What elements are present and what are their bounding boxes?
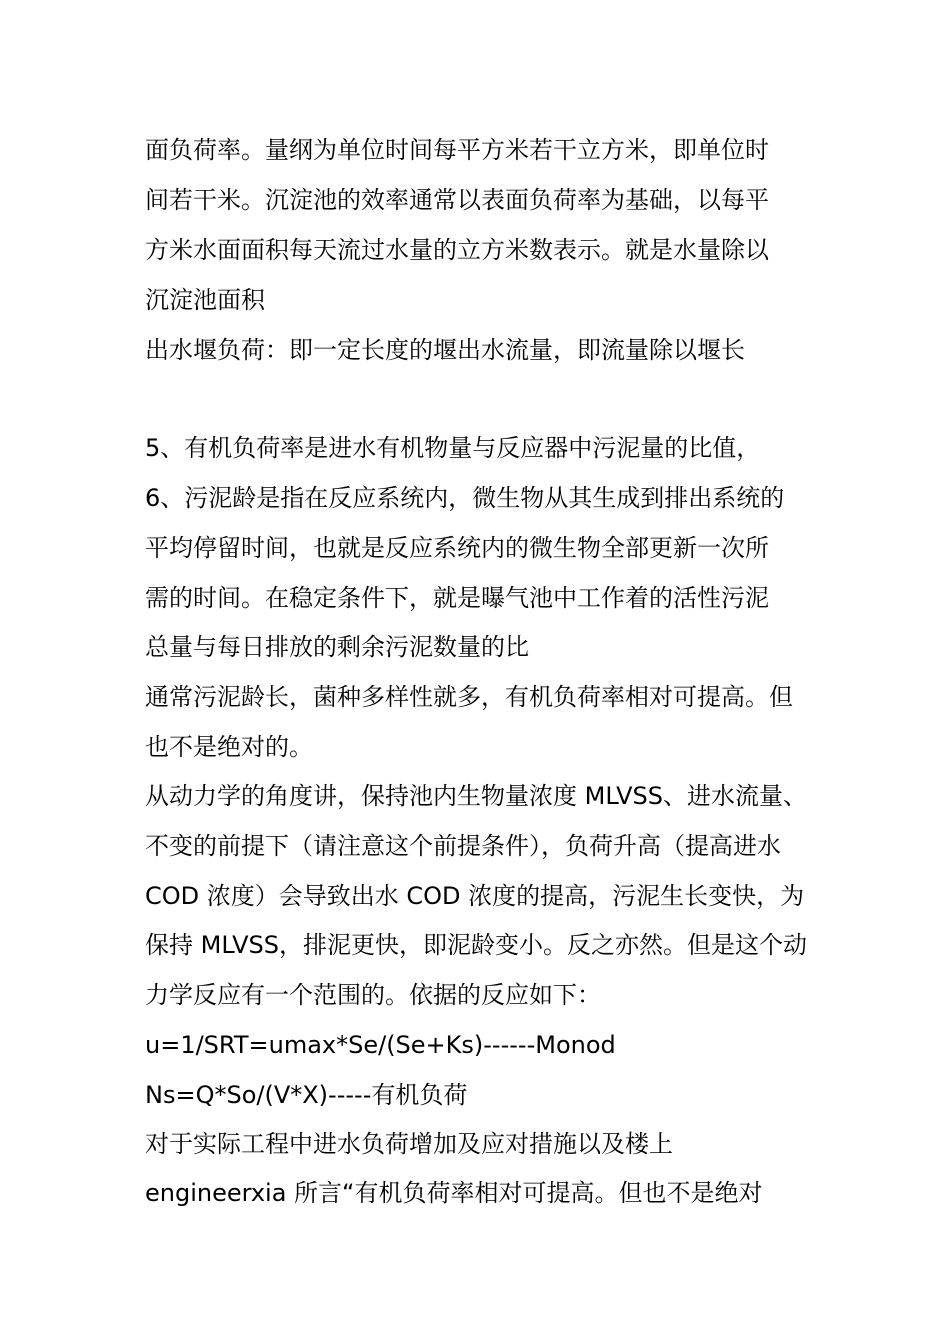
text-line-12: 也不是绝对的。 (145, 733, 313, 761)
text-line-3: 方米水面面积每天流过水量的立方米数表示。就是水量除以 (145, 236, 769, 264)
text-line-7: 6、污泥龄是指在反应系统内，微生物从其生成到排出系统的 (145, 484, 785, 512)
text-line-16: 保持 MLVSS，排泥更快，即泥龄变小。反之亦然。但是这个动 (145, 931, 807, 959)
text-line-15: COD 浓度）会导致出水 COD 浓度的提高，污泥生长变快，为 (145, 882, 805, 910)
text-line-14: 不变的前提下（请注意这个前提条件），负荷升高（提高进水 (145, 832, 781, 860)
text-line-10: 总量与每日排放的剩余污泥数量的比 (145, 633, 529, 661)
text-line-11: 通常污泥龄长，菌种多样性就多，有机负荷率相对可提高。但 (145, 683, 793, 711)
text-line-2: 间若干米。沉淀池的效率通常以表面负荷率为基础，以每平 (145, 186, 769, 214)
text-line-1: 面负荷率。量纲为单位时间每平方米若干立方米，即单位时 (145, 136, 769, 164)
text-line-5: 出水堰负荷：即一定长度的堰出水流量，即流量除以堰长 (145, 336, 745, 364)
text-line-6: 5、有机负荷率是进水有机物量与反应器中污泥量的比值， (145, 434, 761, 462)
text-line-20: 对于实际工程中进水负荷增加及应对措施以及楼上 (145, 1130, 673, 1158)
text-line-18: u=1/SRT=umax*Se/(Se+Ks)------Monod (145, 1031, 616, 1059)
text-line-9: 需的时间。在稳定条件下，就是曝气池中工作着的活性污泥 (145, 584, 769, 612)
text-line-8: 平均停留时间，也就是反应系统内的微生物全部更新一次所 (145, 534, 769, 562)
text-line-17: 力学反应有一个范围的。依据的反应如下： (145, 981, 601, 1009)
text-line-21: engineerxia 所言“有机负荷率相对可提高。但也不是绝对 (145, 1179, 763, 1207)
text-line-19: Ns=Q*So/(V*X)-----有机负荷 (145, 1081, 468, 1109)
text-line-4: 沉淀池面积 (145, 286, 265, 314)
text-line-13: 从动力学的角度讲，保持池内生物量浓度 MLVSS、进水流量、 (145, 782, 807, 810)
